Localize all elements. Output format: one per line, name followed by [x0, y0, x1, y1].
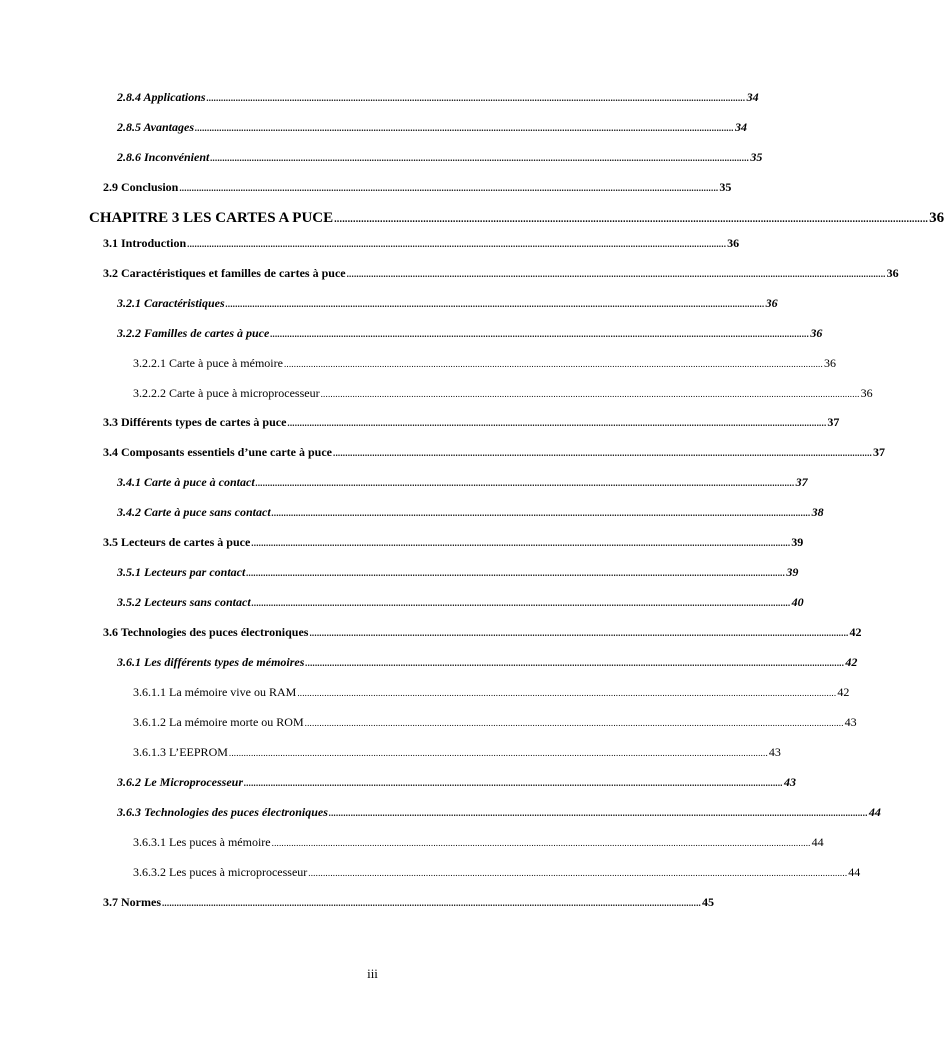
toc-entry [103, 444, 885, 460]
toc-entry-page: 36 [727, 236, 740, 250]
toc-entry-title: 3.1 Introduction [103, 236, 187, 250]
toc-entry [133, 864, 861, 880]
toc-entry [103, 534, 804, 550]
toc-entry [103, 894, 714, 910]
toc-entry [117, 325, 823, 341]
toc-entry-page: 43 [768, 745, 781, 759]
toc-entry-title: 3.5.2 Lecteurs sans contact [117, 595, 251, 609]
toc-entry [117, 564, 799, 580]
toc-entry-title: 3.6.3.1 Les puces à mémoire [133, 835, 271, 849]
toc-entry-page: 42 [845, 655, 858, 669]
toc-entry [133, 744, 781, 760]
toc-entry [117, 654, 858, 670]
toc-entry [103, 179, 732, 195]
toc-entry-page: 44 [868, 805, 881, 819]
toc-entry [103, 624, 862, 640]
dot-leader: ............................................................................................................................................................................................................................ [251, 598, 791, 608]
toc-entry-page: 45 [701, 895, 714, 909]
toc-entry [133, 684, 850, 700]
toc-entry-page: 35 [719, 180, 732, 194]
toc-entry-page: 34 [746, 90, 759, 104]
toc-entry-title: 3.4.1 Carte à puce à contact [117, 475, 255, 489]
toc-entry-title: 3.6.3.2 Les puces à microprocesseur [133, 865, 308, 879]
toc-entry [117, 295, 778, 311]
toc-entry-title: 3.2.2 Familles de cartes à puce [117, 326, 270, 340]
toc-entry-page: 44 [848, 865, 861, 879]
toc-entry-title: 3.5 Lecteurs de cartes à puce [103, 535, 251, 549]
dot-leader: ............................................................................................................................................................................................................................ [333, 448, 872, 458]
dot-leader: ............................................................................................................................................................................................................................ [225, 299, 765, 309]
dot-leader: ............................................................................................................................................................................................................................ [283, 359, 823, 369]
toc-entry-page: 38 [811, 505, 824, 519]
dot-leader: ............................................................................................................................................................................................................................ [270, 329, 810, 339]
toc-entry-title: 2.9 Conclusion [103, 180, 179, 194]
toc-entry-title: 3.6.3 Technologies des puces électroniques [117, 805, 328, 819]
toc-entry-page: 44 [811, 835, 824, 849]
dot-leader: ............................................................................................................................................................................................................................ [271, 508, 811, 518]
toc-entry-title: 3.2.2.1 Carte à puce à mémoire [133, 356, 283, 370]
toc-entry-page: 36 [810, 326, 823, 340]
dot-leader: ............................................................................................................................................................................................................................ [328, 808, 868, 818]
toc-entry-page: 37 [827, 415, 840, 429]
toc-entry [117, 504, 824, 520]
dot-leader: ............................................................................................................................................................................................................................ [304, 718, 844, 728]
toc-entry-page: 35 [750, 150, 763, 164]
toc-entry-page: 36 [886, 266, 899, 280]
toc-entry-page: 36 [860, 386, 873, 400]
toc-entry-page: 42 [849, 625, 862, 639]
page-number: iii [367, 966, 378, 981]
toc-entry [133, 355, 836, 371]
toc-entry-page: 40 [791, 595, 804, 609]
dot-leader: ............................................................................................................................................................................................................................ [271, 838, 811, 848]
toc-entry-page: 42 [837, 685, 850, 699]
toc-entry [103, 265, 899, 281]
toc-entry-title: 3.2 Caractéristiques et familles de cartes à puce [103, 266, 346, 280]
toc-entry-title: 3.4 Composants essentiels d’une carte à puce [103, 445, 332, 459]
toc-entry-title: 3.6.1 Les différents types de mémoires [117, 655, 305, 669]
toc-entry-title: 3.2.1 Caractéristiques [117, 296, 225, 310]
toc-entry [117, 474, 808, 490]
toc-entry-title: 3.6.1.3 L’EEPROM [133, 745, 228, 759]
toc-entry-title: 3.2.2.2 Carte à puce à microprocesseur [133, 386, 320, 400]
dot-leader: ............................................................................................................................................................................................................................ [346, 269, 886, 279]
toc-entry [117, 89, 759, 105]
toc-entry-page: 43 [784, 775, 796, 789]
toc-entry-title: 3.7 Normes [103, 895, 161, 909]
dot-leader: ............................................................................................................................................................................................................................ [309, 628, 849, 638]
toc-entry [89, 209, 944, 227]
dot-leader: ............................................................................................................................................................................................................................ [287, 418, 827, 428]
toc-entry [133, 385, 873, 401]
dot-leader: ............................................................................................................................................................................................................................ [251, 538, 791, 548]
dot-leader: ............................................................................................................................................................................................................................ [246, 568, 786, 578]
toc-entry [103, 235, 740, 251]
dot-leader: ............................................................................................................................................................................................................................ [334, 214, 929, 225]
dot-leader: ............................................................................................................................................................................................................................ [320, 389, 860, 399]
toc-entry-page: 36 [765, 296, 778, 310]
toc-entry [117, 594, 804, 610]
toc-entry-title: 3.6.1.2 La mémoire morte ou ROM [133, 715, 304, 729]
dot-leader: ............................................................................................................................................................................................................................ [305, 658, 845, 668]
toc-entry-title: 3.6 Technologies des puces électroniques [103, 625, 309, 639]
toc-entry-page: 36 [823, 356, 836, 370]
toc-entry-title: 2.8.6 Inconvénient [117, 150, 210, 164]
toc-entry-page: 43 [844, 715, 857, 729]
dot-leader: ............................................................................................................................................................................................................................ [244, 778, 783, 788]
toc-entry-title: 3.6.1.1 La mémoire vive ou RAM [133, 685, 297, 699]
dot-leader: ............................................................................................................................................................................................................................ [206, 93, 746, 103]
dot-leader: ............................................................................................................................................................................................................................ [297, 688, 837, 698]
toc-entry [103, 414, 840, 430]
dot-leader: ............................................................................................................................................................................................................................ [308, 868, 848, 878]
toc-entry-title: CHAPITRE 3 LES CARTES A PUCE [89, 210, 334, 226]
toc-entry-page: 34 [735, 120, 747, 134]
toc-entry-page: 39 [791, 535, 804, 549]
toc-entry [117, 774, 796, 790]
toc-entry-title: 2.8.5 Avantages [117, 120, 194, 134]
toc-entry [117, 149, 763, 165]
toc-entry [117, 119, 747, 135]
dot-leader: ............................................................................................................................................................................................................................ [195, 123, 734, 133]
dot-leader: ............................................................................................................................................................................................................................ [187, 239, 727, 249]
toc-entry-title: 3.6.2 Le Microprocesseur [117, 775, 243, 789]
toc-entry-title: 3.5.1 Lecteurs par contact [117, 565, 246, 579]
toc-entry [133, 714, 857, 730]
dot-leader: ............................................................................................................................................................................................................................ [255, 478, 795, 488]
dot-leader: ............................................................................................................................................................................................................................ [210, 153, 750, 163]
toc-entry-page: 37 [873, 445, 885, 459]
toc-entry-page: 39 [786, 565, 799, 579]
dot-leader: ............................................................................................................................................................................................................................ [179, 183, 719, 193]
toc-entry-page: 36 [929, 210, 944, 226]
toc-entry-title: 2.8.4 Applications [117, 90, 206, 104]
toc-entry [117, 804, 881, 820]
toc-entry-title: 3.4.2 Carte à puce sans contact [117, 505, 271, 519]
toc-entry-title: 3.3 Différents types de cartes à puce [103, 415, 287, 429]
toc-entry [133, 834, 824, 850]
dot-leader: ............................................................................................................................................................................................................................ [228, 748, 768, 758]
dot-leader: ............................................................................................................................................................................................................................ [161, 898, 701, 908]
toc-entry-page: 37 [795, 475, 808, 489]
